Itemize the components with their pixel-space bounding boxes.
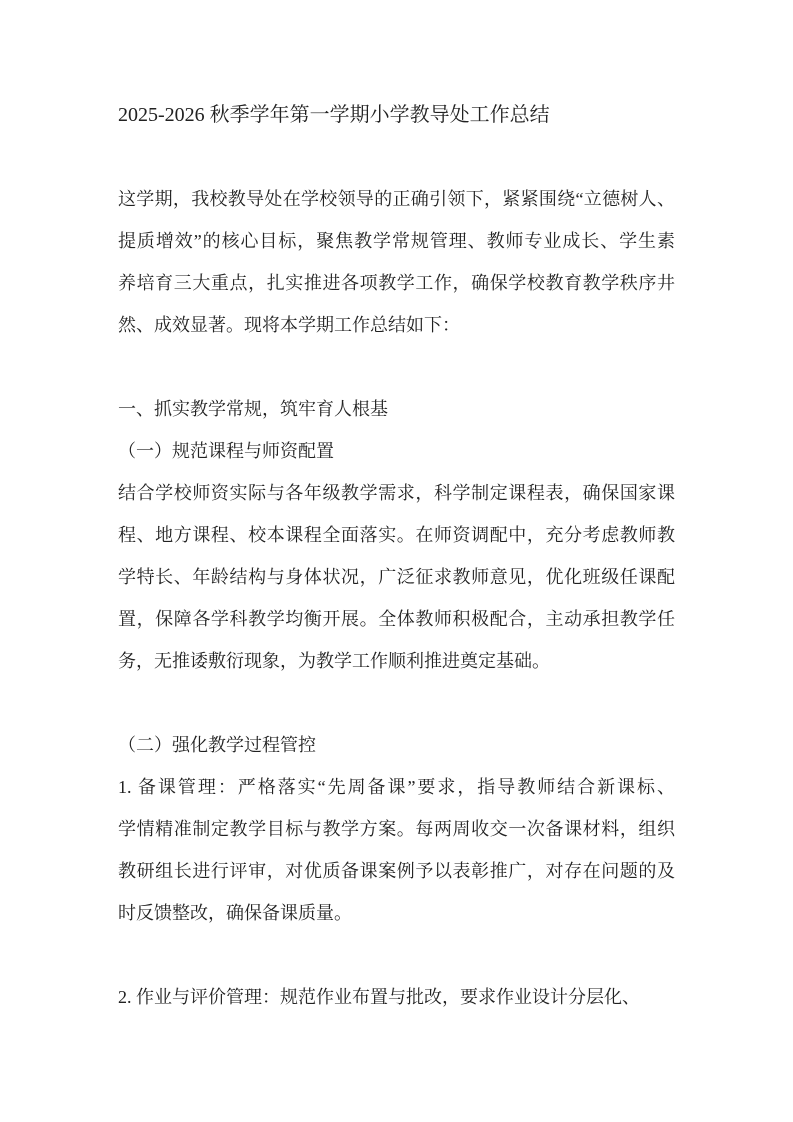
paragraph-line: 置，保障各学科教学均衡开展。全体教师积极配合，主动承担教学任 [118, 609, 675, 629]
paragraph-line: 结合学校师资实际与各年级教学需求，科学制定课程表，确保国家课 [118, 483, 675, 503]
paragraph-line: 程、地方课程、校本课程全面落实。在师资调配中，充分考虑教师教 [118, 525, 675, 545]
list-item-line: 1. 备课管理：严格落实“先周备课”要求，指导教师结合新课标、 [118, 777, 675, 797]
subsection-2-heading: （二）强化教学过程管控 [118, 735, 316, 755]
paragraph-line: 这学期，我校教导处在学校领导的正确引领下，紧紧围绕“立德树人、 [118, 189, 675, 209]
list-item-2 [118, 976, 675, 1018]
subsection-1-heading: （一）规范课程与师资配置 [118, 441, 334, 461]
subsection-2 [118, 724, 675, 934]
paragraph-line: 学特长、年龄结构与身体状况，广泛征求教师意见，优化班级任课配 [118, 567, 675, 587]
paragraph-line: 务，无推诿敷衍现象，为教学工作顺利推进奠定基础。 [118, 651, 550, 671]
intro-paragraph [118, 178, 675, 346]
document-title: 2025-2026 秋季学年第一学期小学教导处工作总结 [118, 104, 550, 126]
section-1-heading: 一、抓实教学常规，筑牢育人根基 [118, 399, 388, 419]
paragraph-line: 然、成效显著。现将本学期工作总结如下： [118, 315, 460, 335]
list-item-line: 教研组长进行评审，对优质备课案例予以表彰推广，对存在问题的及 [118, 861, 675, 881]
list-item-line: 学情精准制定教学目标与教学方案。每两周收交一次备课材料，组织 [118, 819, 675, 839]
paragraph-line: 养培育三大重点，扎实推进各项教学工作，确保学校教育教学秩序井 [118, 273, 675, 293]
list-item-line: 时反馈整改，确保备课质量。 [118, 903, 352, 923]
list-item-line: 2. 作业与评价管理：规范作业布置与批改，要求作业设计分层化、 [118, 987, 640, 1007]
paragraph-line: 提质增效”的核心目标，聚焦教学常规管理、教师专业成长、学生素 [118, 231, 675, 251]
section-1 [118, 388, 675, 682]
